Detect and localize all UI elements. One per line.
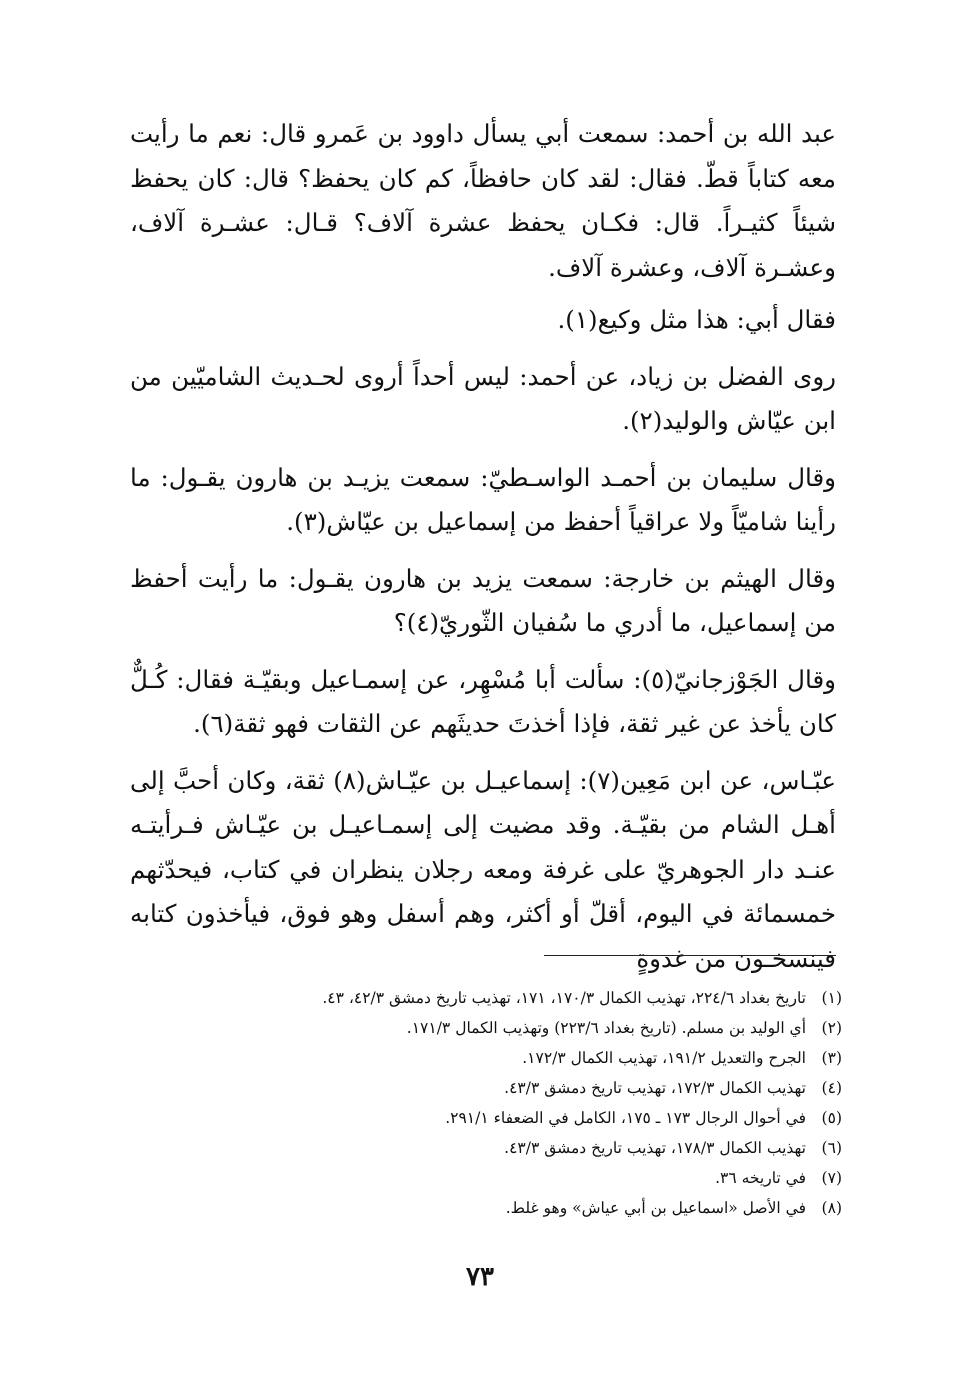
paragraph: فقال أبي: هذا مثل وكيع(١). — [557, 305, 836, 334]
footnote-item — [122, 1133, 842, 1163]
footnote-divider — [544, 955, 836, 956]
paragraph: عبّـاس، عن ابن مَعِين(٧): إسماعيـل بن عيّـاش(٨) ثقة، وكان أحبَّ إلى أهـل الشام من بقيّـة. وقد مضيت إلى إسمـاعيـل بن عيّـاش فـرأيتـه عنـد دار الجوهريّ على غرفة ومعه رجلان ينظران في كتاب، فيحدّثهم خمسمائة في اليوم، أقلّ أو أكثر، وهم أسفل وهو فوق، فيأخذون كتابه فينسخـون من غدوةٍ — [130, 765, 836, 973]
footnote-text: تهذيب الكمال ١٧٢/٣، تهذيب تاريخ دمشق ٤٣/٣. — [504, 1079, 806, 1097]
footnote-text: الجرح والتعديل ١٩١/٢، تهذيب الكمال ١٧٢/٣. — [522, 1049, 806, 1067]
footnote-text: أي الوليد بن مسلم. (تاريخ بغداد ٢٢٣/٦) وتهذيب الكمال ١٧١/٣. — [406, 1019, 806, 1037]
footnote-item — [122, 1193, 842, 1223]
paragraph: وقال سليمان بن أحمـد الواسـطيّ: سمعت يزيـد بن هارون يقـول: ما رأينا شاميّاً ولا عراقياً أحفظ من إسماعيل بن عيّاش(٣). — [130, 462, 836, 536]
footnote-number: (٣) — [821, 1049, 842, 1067]
paragraph: وقال الجَوْزجانيّ(٥): سألت أبا مُسْهِر، عن إسمـاعيل وبقيّـة فقال: كُـلٌّ كان يأخذ عن غير ثقة، فإذا أخذتَ حديثَهم عن الثقات فهو ثقة(٦). — [130, 664, 836, 738]
page-number: ٧٣ — [466, 1262, 494, 1292]
footnote-item — [122, 983, 842, 1013]
footnote-number: (٨) — [821, 1199, 842, 1217]
paragraph: وقال الهيثم بن خارجة: سمعت يزيد بن هارون يقـول: ما رأيت أحفظ من إسماعيل، ما أدري ما سُفيان الثّوريّ(٤)؟ — [130, 563, 836, 637]
footnote-text: في أحوال الرجال ١٧٣ ـ ١٧٥، الكامل في الضعفاء ٢٩١/١. — [445, 1109, 806, 1127]
footnote-item — [122, 1073, 842, 1103]
footnote-number: (٧) — [821, 1169, 842, 1187]
paragraph: روى الفضل بن زياد، عن أحمد: ليس أحداً أروى لحـديث الشاميّين من ابن عيّاش والوليد(٢). — [130, 361, 836, 435]
footnote-item — [122, 1013, 842, 1043]
footnote-item — [122, 1043, 842, 1073]
footnote-item — [122, 1103, 842, 1133]
footnote-text: في تاريخه ٣٦. — [715, 1169, 806, 1187]
footnotes-list — [122, 983, 842, 1223]
paragraph: عبد الله بن أحمد: سمعت أبي يسأل داوود بن عَمرو قال: نعم ما رأيت معه كتاباً قطّ. فقال: لقد كان حافظاً، كم كان يحفظ؟ قال: كان يحفظ شيئاً كثيـراً. قال: فكـان يحفظ عشرة آلاف؟ قـال: عشـرة آلاف، وعشـرة آلاف، وعشرة آلاف. — [130, 119, 836, 282]
footnote-number: (٢) — [821, 1019, 842, 1037]
footnote-number: (٤) — [821, 1079, 842, 1097]
footnote-text: تاريخ بغداد ٢٢٤/٦، تهذيب الكمال ١٧٠/٣، ١٧١، تهذيب تاريخ دمشق ٤٢/٣، ٤٣. — [322, 989, 806, 1007]
footnote-text: في الأصل «اسماعيل بن أبي عياش» وهو غلط. — [505, 1199, 806, 1217]
footnote-number: (٦) — [821, 1139, 842, 1157]
footnote-number: (١) — [821, 989, 842, 1007]
main-text-body — [130, 112, 836, 981]
footnote-number: (٥) — [821, 1109, 842, 1127]
footnote-item — [122, 1163, 842, 1193]
footnote-text: تهذيب الكمال ١٧٨/٣، تهذيب تاريخ دمشق ٤٣/٣. — [504, 1139, 806, 1157]
